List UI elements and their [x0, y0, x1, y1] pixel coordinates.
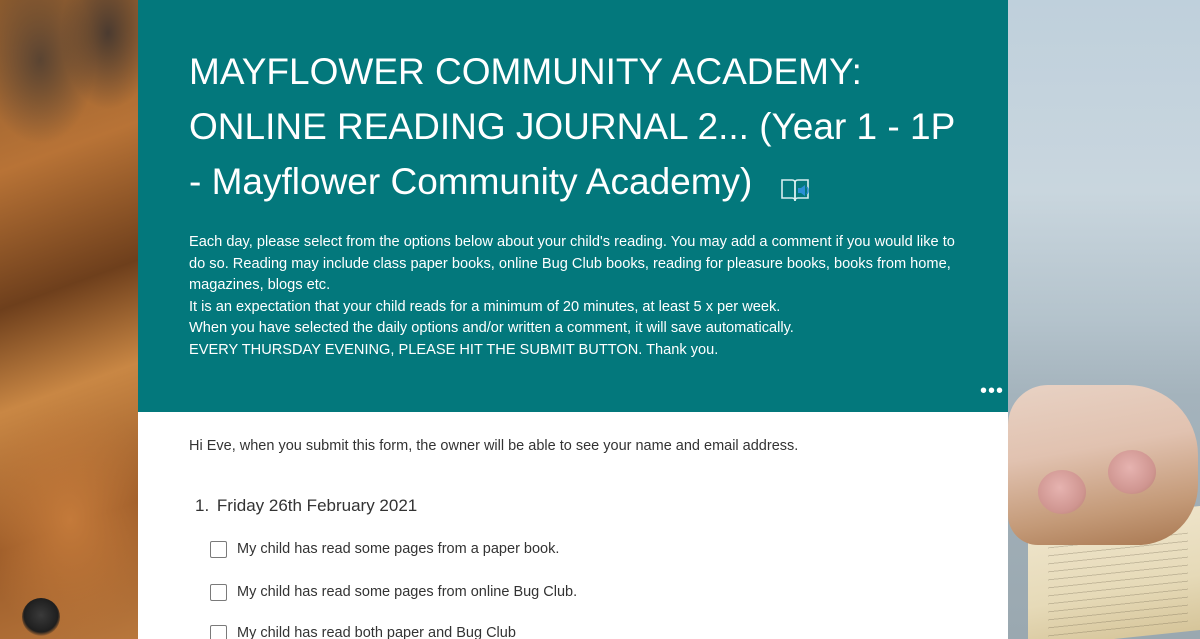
background-dog-fur	[0, 0, 138, 639]
form-body	[138, 412, 1008, 639]
option-label: My child has read some pages from a paper book.	[237, 541, 560, 557]
description-line: It is an expectation that your child reads for a minimum of 20 minutes, at least 5 x per week.	[189, 298, 781, 315]
checkbox[interactable]	[210, 625, 227, 639]
more-options-button[interactable]: •••	[980, 380, 1005, 402]
option-label: My child has read both paper and Bug Club	[237, 625, 516, 639]
question-number: 1.	[195, 496, 210, 515]
checkbox[interactable]	[210, 541, 227, 558]
description-line: EVERY THURSDAY EVENING, PLEASE HIT THE SUBMIT BUTTON. Thank you.	[189, 341, 719, 358]
form-title	[189, 44, 969, 209]
description-line: Each day, please select from the options below about your child's reading. You may add a comment if you would like to do so. Reading may include class paper books, online Bug Club books, reading for pleasure books, books from home, magazines, blogs etc.	[189, 234, 955, 293]
background-paw-and-book	[1008, 0, 1200, 639]
background-shadow	[60, 0, 140, 110]
form-header	[138, 0, 1008, 412]
background-book-text	[1048, 533, 1188, 638]
form-description	[189, 232, 969, 361]
form-card	[138, 0, 1008, 639]
identity-notice: Hi Eve, when you submit this form, the owner will be able to see your name and email address.	[189, 438, 799, 454]
question-text: Friday 26th February 2021	[216, 496, 418, 515]
form-title-line-2: ONLINE READING JOURNAL 2... (Year 1 - 1P	[189, 106, 956, 147]
immersive-reader-icon[interactable]	[779, 165, 813, 195]
background-paw-toe	[1108, 450, 1156, 494]
option-paper-book[interactable]	[210, 538, 559, 560]
background-paw	[1008, 385, 1198, 545]
option-bug-club[interactable]	[210, 581, 577, 603]
form-title-line-1: MAYFLOWER COMMUNITY ACADEMY:	[189, 51, 862, 92]
description-line: When you have selected the daily options and/or written a comment, it will save automatically.	[189, 320, 794, 336]
form-title-line-3: - Mayflower Community Academy)	[189, 161, 753, 202]
checkbox[interactable]	[210, 584, 227, 601]
question-title	[195, 496, 417, 516]
background-paw-toe	[1038, 470, 1086, 514]
background-claw	[22, 598, 60, 636]
option-label: My child has read some pages from online Bug Club.	[237, 584, 578, 600]
option-both[interactable]	[210, 622, 516, 639]
